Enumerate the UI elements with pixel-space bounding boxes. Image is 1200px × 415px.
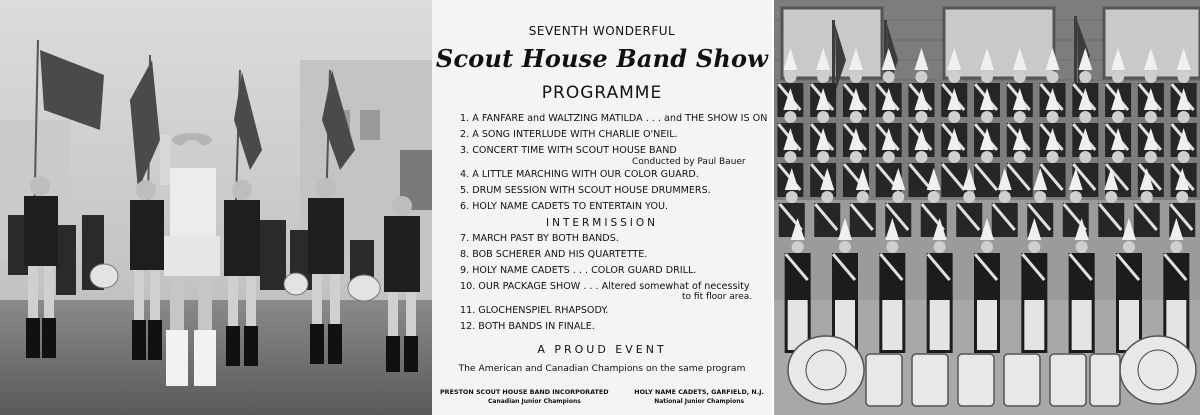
- footer-right: HOLY NAME CADETS, GARFIELD, N.J. National Junior Champions: [634, 388, 764, 405]
- programme-list: [432, 111, 772, 335]
- proud-event-subtitle: The American and Canadian Champions on the same program: [458, 363, 746, 374]
- footer-left: PRESTON SCOUT HOUSE BAND INCORPORATED Canadian Junior Champions: [440, 388, 609, 405]
- programme-heading: SEVENTH WONDERFUL: [528, 24, 676, 38]
- programme-footer: [432, 388, 772, 405]
- programme-item: 8. BOB SCHERER AND HIS QUARTETTE.: [460, 249, 648, 260]
- programme-subtitle: PROGRAMME: [541, 83, 663, 103]
- programme-item-note: Conducted by Paul Bauer: [632, 157, 746, 167]
- programme-item: 4. A LITTLE MARCHING WITH OUR COLOR GUARD.: [460, 169, 699, 180]
- programme-item: 1. A FANFARE and WALTZING MATILDA . . . and THE SHOW IS ON: [460, 113, 768, 124]
- band-group-portrait-photo: [774, 0, 1200, 415]
- programme-item: 6. HOLY NAME CADETS TO ENTERTAIN YOU.: [460, 201, 669, 212]
- programme-item: 7. MARCH PAST BY BOTH BANDS.: [460, 233, 619, 244]
- programme-item: 3. CONCERT TIME WITH SCOUT HOUSE BAND Conducted by Paul Bauer: [460, 143, 772, 167]
- intermission-label: INTERMISSION: [546, 217, 658, 229]
- programme-item: 2. A SONG INTERLUDE WITH CHARLIE O'NEIL.: [460, 129, 678, 140]
- programme-item: 5. DRUM SESSION WITH SCOUT HOUSE DRUMMERS.: [460, 185, 711, 196]
- programme-item: 10. OUR PACKAGE SHOW . . . Altered somewhat of necessity to fit floor area.: [460, 279, 772, 303]
- proud-event-heading: A PROUD EVENT: [537, 343, 667, 356]
- marching-band-parade-photo: [0, 0, 432, 415]
- programme-item-note: to fit floor area.: [682, 292, 753, 302]
- programme-card: [432, 0, 772, 415]
- programme-title: Scout House Band Show: [435, 44, 769, 73]
- programme-item: 12. BOTH BANDS IN FINALE.: [460, 321, 595, 332]
- programme-item: 9. HOLY NAME CADETS . . . COLOR GUARD DRILL.: [460, 265, 697, 276]
- programme-item: 11. GLOCHENSPIEL RHAPSODY.: [460, 305, 609, 316]
